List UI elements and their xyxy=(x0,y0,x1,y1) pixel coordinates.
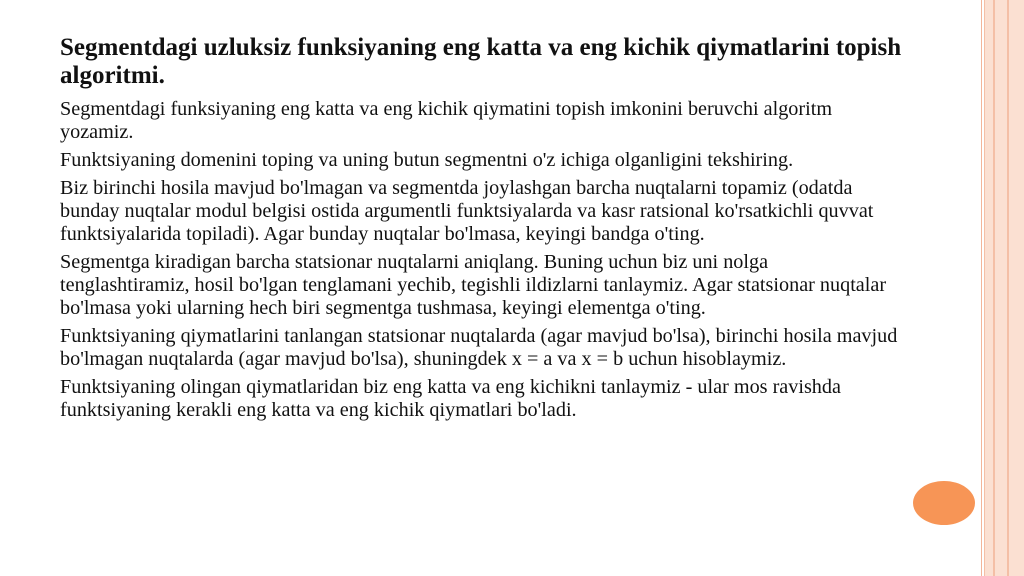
decorative-stripe xyxy=(1008,0,1024,576)
paragraph: Funktsiyaning qiymatlarini tanlangan statsionar nuqtalarda (agar mavjud bo'lsa), birinchi hosila mavjud bo'lmagan nuqtalarda (agar mavjud bo'lsa), shuningdek x = a va x = b uchun hisoblaymiz. xyxy=(60,325,898,370)
slide-title: Segmentdagi uzluksiz funksiyaning eng katta va eng kichik qiymatlarini topish algoritmi. xyxy=(60,34,902,89)
paragraph: Funktsiyaning domenini toping va uning butun segmentni o'z ichiga olganligini tekshiring. xyxy=(60,149,794,171)
decorative-stripe xyxy=(994,0,1008,576)
slide-body xyxy=(60,98,900,427)
paragraph: Segmentga kiradigan barcha statsionar nuqtalarni aniqlang. Buning uchun biz uni nolga tenglashtiramiz, hosil bo'lgan tenglamani yechib, tegishli ildizlarni tanlaymiz. Agar statsionar nuqtalar bo'lmasa yoki ularning hech biri segmentga tushmasa, keyingi elementga o'ting. xyxy=(60,251,887,319)
decorative-stripe xyxy=(981,0,982,576)
decorative-orange-circle xyxy=(913,481,975,525)
paragraph: Funktsiyaning olingan qiymatlaridan biz eng katta va eng kichikni tanlaymiz - ular mos ravishda funktsiyaning kerakli eng katta va eng kichik qiymatlari bo'ladi. xyxy=(60,376,841,421)
paragraph: Biz birinchi hosila mavjud bo'lmagan va segmentda joylashgan barcha nuqtalarni topamiz (odatda bunday nuqtalar modul belgisi ostida argumentli funktsiyalarda va kasr ratsional ko'rsatkichli quvvat funktsiyalarida topiladi). Agar bunday nuqtalar bo'lmasa, keyingi bandga o'ting. xyxy=(60,177,874,245)
paragraph: Segmentdagi funksiyaning eng katta va eng kichik qiymatini topish imkonini beruvchi algoritm yozamiz. xyxy=(60,98,833,143)
decorative-stripe xyxy=(984,0,994,576)
